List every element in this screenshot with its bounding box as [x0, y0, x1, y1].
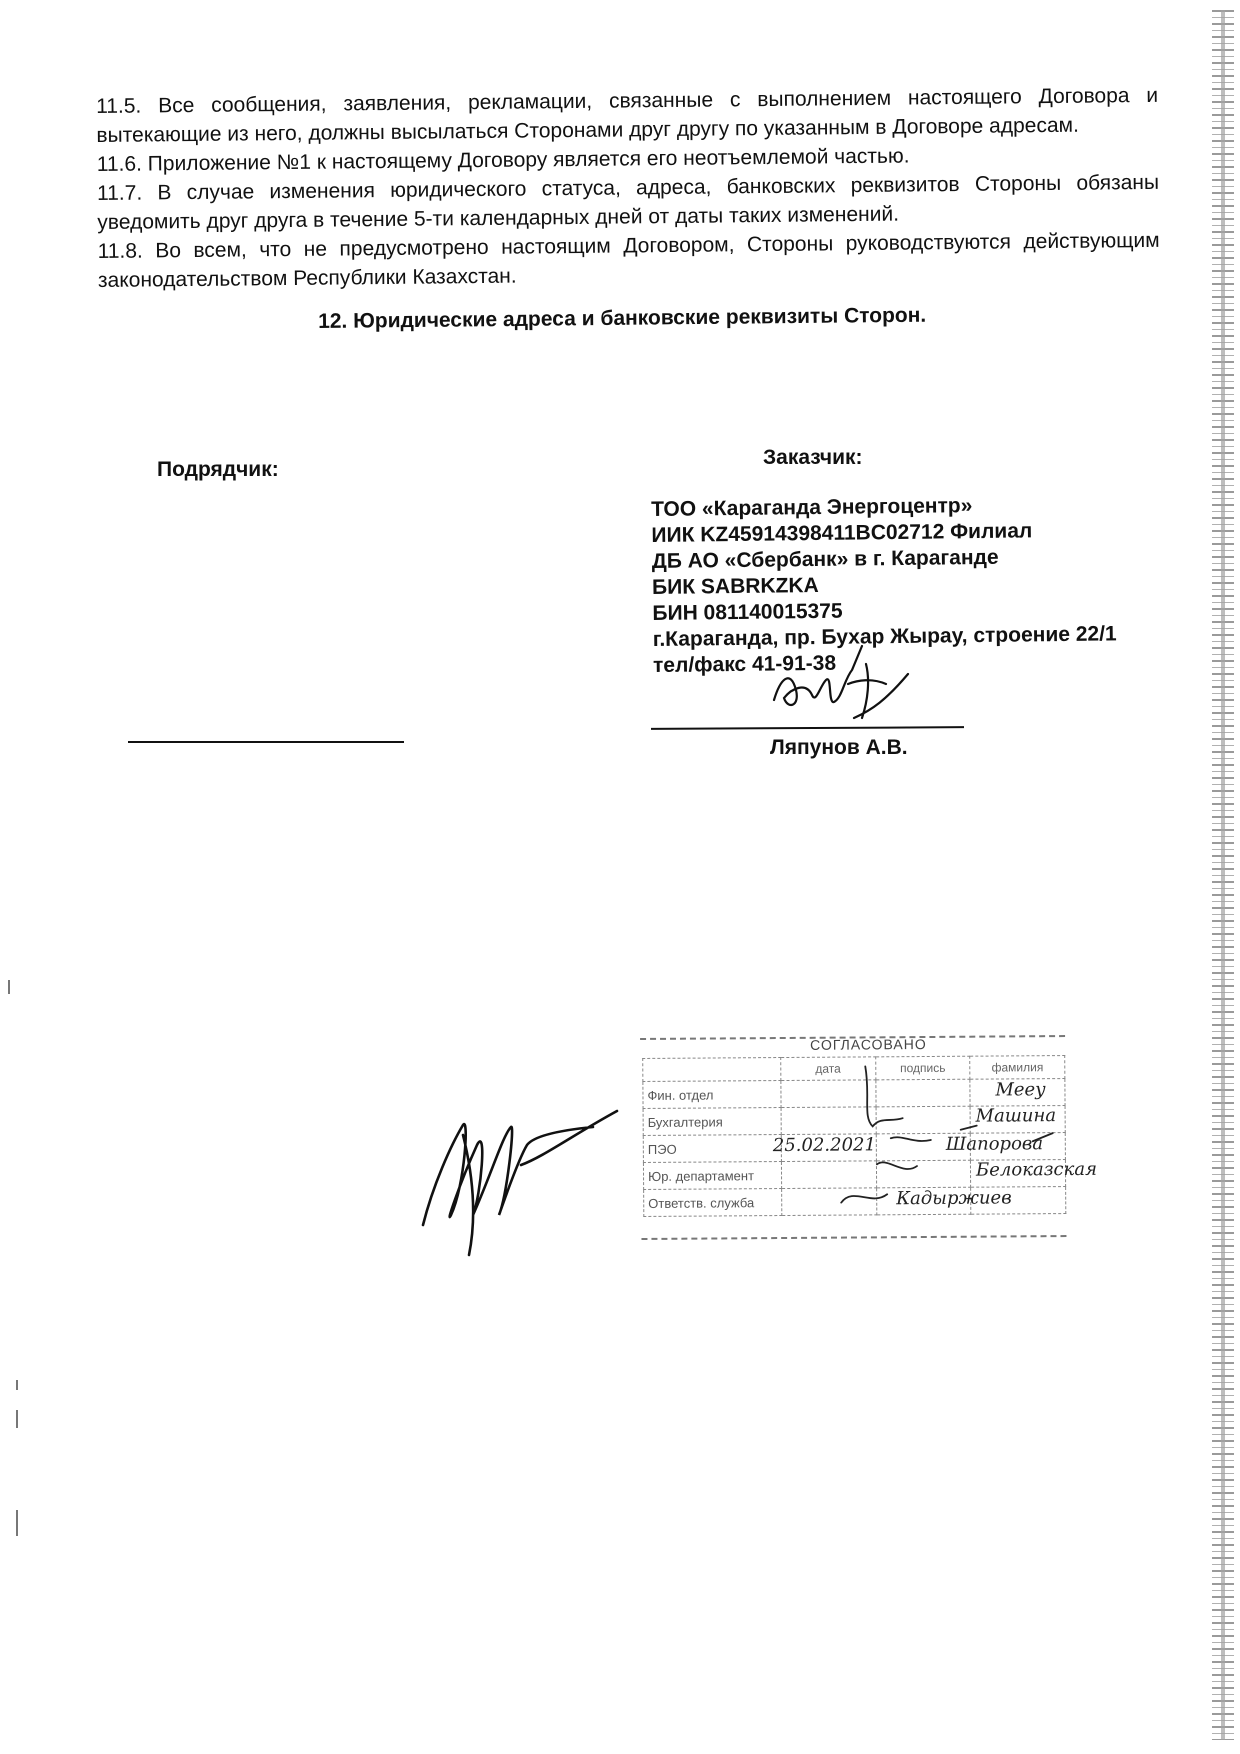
approval-handwriting — [640, 1025, 1098, 1238]
approval-fin-surname: Мееу — [995, 1079, 1046, 1101]
clause-11-5: 11.5. Все сообщения, заявления, рекламации, связанные с выполнением настоящего Договора и вытекающие из него, должны высылаться Сторонами друг другу по указанным в Договоре адресам. — [96, 83, 1159, 147]
approval-yur-surname: Белоказская — [975, 1158, 1098, 1181]
customer-address: г.Караганда, пр. Бухар Жырау, строение 22/1 — [652, 622, 1117, 651]
approval-dept-yur: Юр. департамент — [643, 1162, 781, 1190]
approval-dept-peo: ПЭО — [643, 1135, 781, 1163]
clause-11-8: 11.8. Во всем, что не предусмотрено настоящим Договором, Стороны руководствуются действующим законодательством Республики Казахстан. — [97, 228, 1160, 292]
approval-peo-date: 25.02.2021 — [772, 1134, 876, 1157]
approval-otv-surname: Кадыржиев — [896, 1187, 1012, 1210]
approval-stamp — [640, 1025, 1098, 1238]
clause-11-6: 11.6. Приложение №1 к настоящему Договору является его неотъемлемой частью. — [96, 144, 910, 176]
approval-col-signature: подпись — [875, 1056, 970, 1080]
customer-bank: ДБ АО «Сбербанк» в г. Караганде — [651, 545, 999, 573]
scan-speck — [16, 1510, 18, 1536]
customer-bin: БИН 081140015375 — [652, 599, 843, 625]
approval-peo-surname: Шапорова — [945, 1133, 1044, 1155]
approval-buh-surname: Машина — [975, 1105, 1057, 1127]
customer-signer-name: Ляпунов А.В. — [770, 736, 908, 759]
customer-signature — [762, 640, 922, 722]
scan-speck — [16, 1410, 18, 1428]
contract-clauses — [96, 81, 1160, 295]
scan-edge-strip — [1212, 10, 1234, 1740]
approval-dept-fin: Фин. отдел — [643, 1081, 781, 1109]
scan-speck — [16, 1380, 18, 1390]
approval-dept-otv: Ответств. служба — [644, 1189, 782, 1217]
clause-11-7: 11.7. В случае изменения юридического статуса, адреса, банковских реквизитов Стороны обязаны уведомить друг друга в течение 5-ти календарных дней от даты таких изменений. — [96, 170, 1160, 234]
approval-dept-buh: Бухгалтерия — [643, 1108, 781, 1136]
contractor-signature — [403, 1065, 623, 1260]
customer-signature-line — [651, 726, 964, 730]
customer-phone: тел/факс 41-91-38 — [652, 651, 837, 677]
contractor-label: Подрядчик: — [157, 458, 279, 481]
customer-label: Заказчик: — [763, 446, 863, 469]
section-title: 12. Юридические адреса и банковские реквизиты Сторон. — [318, 303, 927, 333]
approval-col-surname: фамилия — [970, 1056, 1065, 1080]
contractor-signature-line — [128, 741, 404, 743]
customer-iik: ИИК KZ45914398411BC02712 Филиал — [651, 519, 1033, 547]
customer-company: ТОО «Караганда Энергоцентр» — [651, 494, 973, 521]
customer-bik: БИК SABRKZKA — [651, 573, 819, 599]
approval-col-date: дата — [781, 1057, 876, 1081]
approval-stamp-title: СОГЛАСОВАНО — [810, 1035, 927, 1053]
scan-speck — [8, 980, 10, 994]
